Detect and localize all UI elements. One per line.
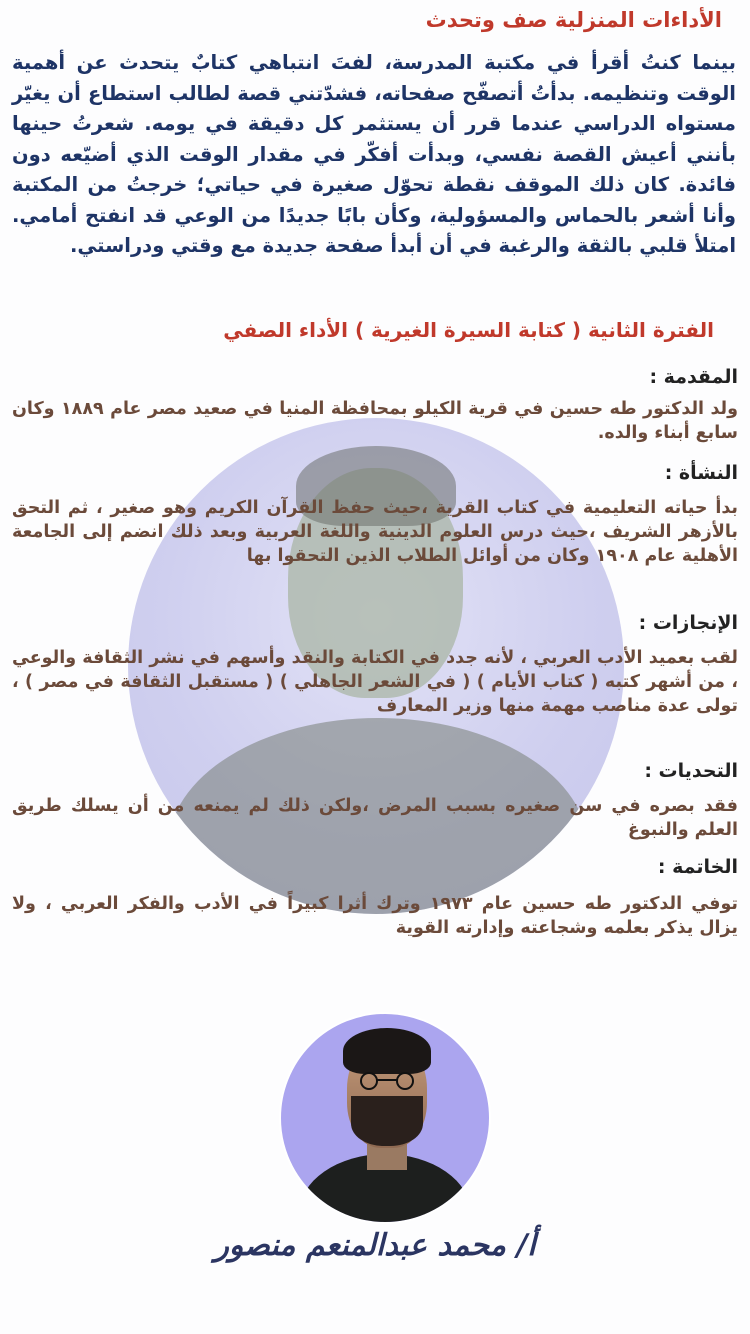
upbringing-body: بدأ حياته التعليمية في كتاب القرية ،حيث حفظ القرآن الكريم وهو صغير ، ثم التحق بالأزهر الشريف ،حيث درس العلوم الدينية واللغة العربية وبعد ذلك انضم إلى الجامعة الأهلية عام ١٩٠٨ وكان من أوائل الطلاب الذين التحقوا بها bbox=[12, 498, 738, 566]
intro-body: ولد الدكتور طه حسين في قرية الكيلو بمحافظة المنيا في صعيد مصر عام ١٨٨٩ وكان سابع أبناء والده. bbox=[12, 399, 739, 443]
upbringing-heading: النشأة : bbox=[664, 462, 738, 484]
homework-title: الأداءات المنزلية صف وتحدث bbox=[425, 8, 722, 32]
achievements-body: لقب بعميد الأدب العربي ، لأنه جدد في الكتابة والنقد وأسهم في نشر الثقافة والوعي ، من أشهر كتبه ( كتاب الأيام ) ( في الشعر الجاهلي ) ( مستقبل الثقافة في مصر ) ، تولى عدة مناصب مهمة منها وزير المعارف bbox=[12, 648, 738, 716]
challenges-body: فقد بصره في سن صغيره بسبب المرض ،ولكن ذلك لم يمنعه من أن يسلك طريق العلم والنبوغ bbox=[12, 796, 738, 840]
author-signature: أ/ محمد عبدالمنعم منصور bbox=[214, 1228, 536, 1263]
conclusion-body: توفي الدكتور طه حسين عام ١٩٧٣ وترك أثرا كبيراً في الأدب والفكر العربي ، ولا يزال يذكر بعلمه وشجاعته وإدارته القوية bbox=[12, 894, 738, 938]
author-avatar bbox=[279, 1012, 491, 1224]
second-period-heading: الفترة الثانية ( كتابة السيرة الغيرية ) الأداء الصفي bbox=[223, 318, 714, 342]
challenges-heading: التحديات : bbox=[644, 760, 738, 782]
conclusion-heading: الخاتمة : bbox=[657, 856, 738, 878]
avatar-beard-shape bbox=[351, 1096, 423, 1146]
avatar-hair-shape bbox=[343, 1028, 431, 1074]
intro-heading: المقدمة : bbox=[649, 366, 738, 388]
achievements-heading: الإنجازات : bbox=[638, 612, 738, 634]
story-paragraph: بينما كنتُ أقرأ في مكتبة المدرسة، لفتَ انتباهي كتابٌ يتحدث عن أهمية الوقت وتنظيمه. بدأتُ أتصفّح صفحاته، فشدّتني قصة لطالب استطاع أن يغيّر مستواه الدراسي عندما قرر أن يستثمر كل دقيقة في يومه. شعرتُ حينها بأنني أعيش القصة نفسي، وبدأت أفكّر في مقدار الوقت الذي أضيّعه دون فائدة. كان ذلك الموقف نقطة تحوّل صغيرة في حياتي؛ خرجتُ من المكتبة وأنا أشعر بالحماس والمسؤولية، وكأن بابًا جديدًا من الوعي قد انفتح أمامي. امتلأ قلبي بالثقة والرغبة في أن أبدأ صفحة جديدة مع وقتي ودراستي. bbox=[12, 51, 736, 257]
glasses-icon bbox=[351, 1072, 423, 1090]
